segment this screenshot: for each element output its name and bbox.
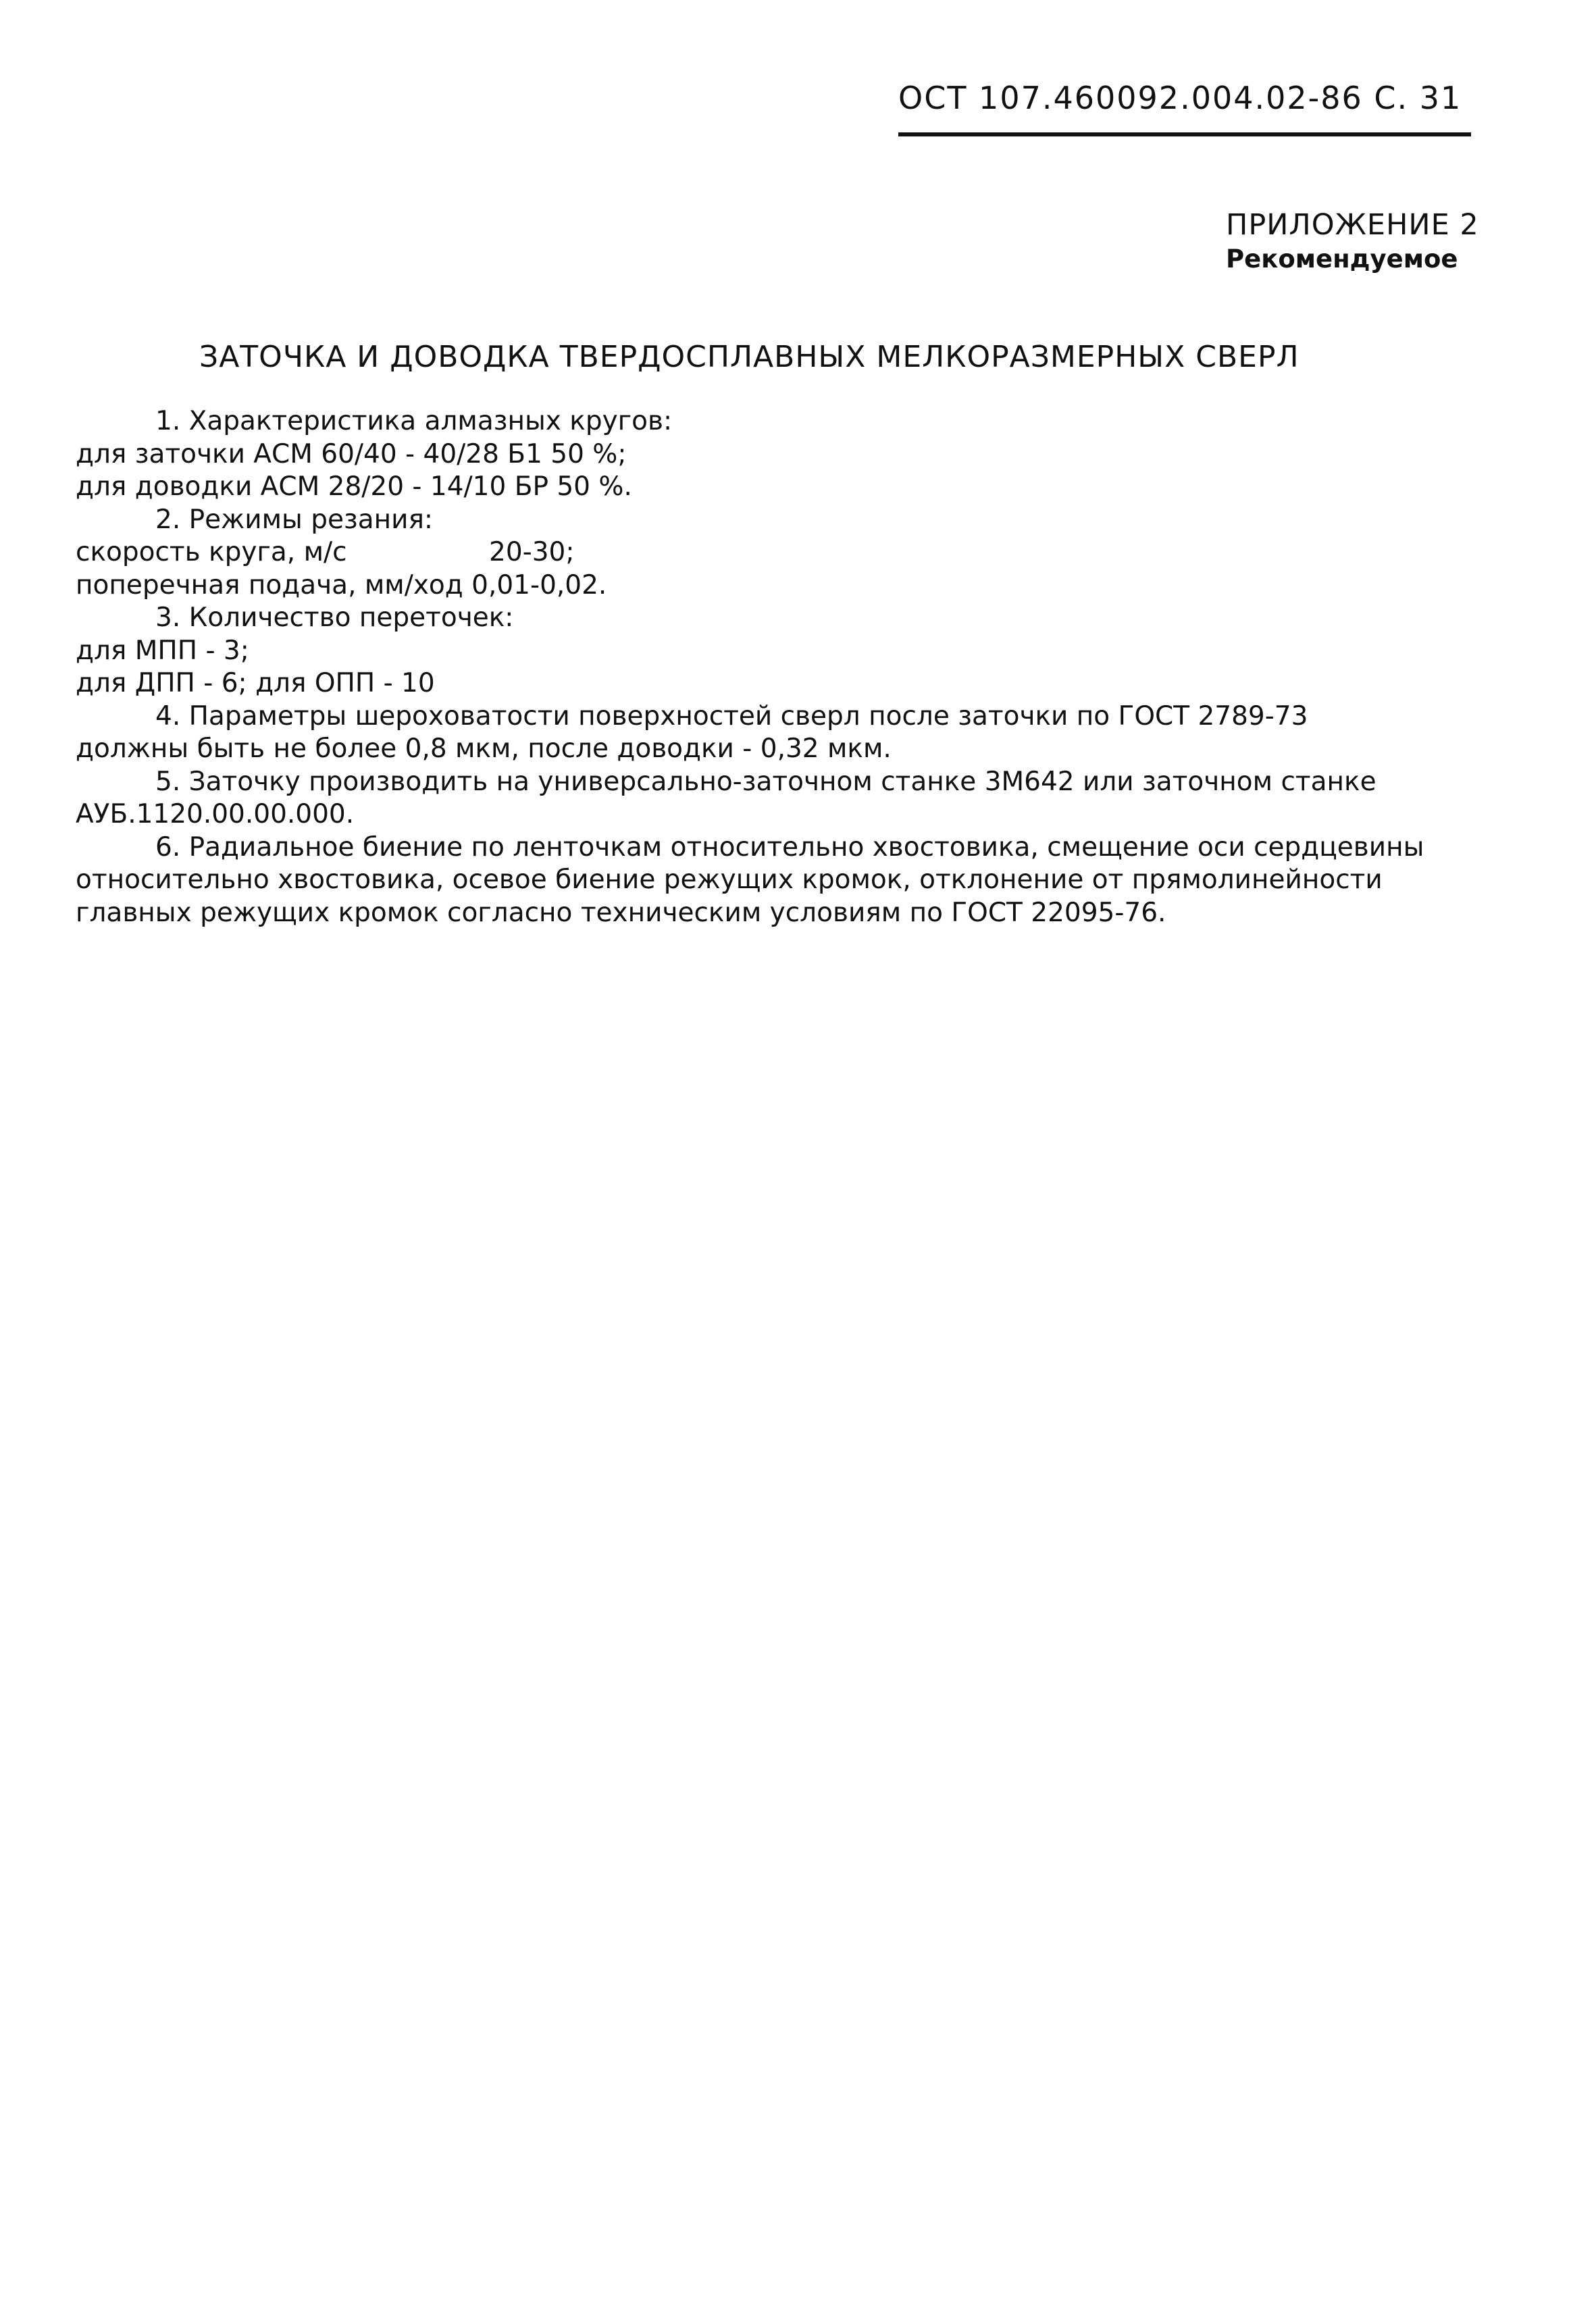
speed-value: 20-30; — [489, 537, 575, 567]
header-rule — [898, 132, 1471, 136]
section-3-heading: 3. Количество переточек: — [155, 602, 514, 633]
appendix-status: Рекомендуемое — [1226, 245, 1458, 274]
section-6-line-2: относительно хвостовика, осевое биение режущих кромок, отклонение от прямолинейности — [76, 865, 1383, 895]
section-6-line-1: 6. Радиальное биение по ленточкам относительно хвостовика, смещение оси сердцевины — [155, 831, 1424, 863]
section-3-line-1: для МПП - 3; — [76, 635, 249, 666]
section-5-line-2: АУБ.1120.00.00.000. — [76, 799, 355, 829]
speed-label: скорость круга, м/с — [76, 537, 347, 567]
appendix-label: ПРИЛОЖЕНИЕ 2 — [1226, 208, 1479, 242]
document-body — [76, 405, 1481, 929]
section-4-line-1: 4. Параметры шероховатости поверхностей сверл после заточки по ГОСТ 2789-73 — [155, 700, 1308, 731]
section-1-line-1: для заточки АСМ 60/40 - 40/28 Б1 50 %; — [76, 438, 627, 469]
feed-value: 0,01-0,02. — [471, 569, 607, 600]
document-designation: ОСТ 107.460092.004.02-86 С. 31 — [898, 80, 1462, 116]
section-6-line-3: главных режущих кромок согласно техническим условиям по ГОСТ 22095-76. — [76, 897, 1166, 928]
document-title: ЗАТОЧКА И ДОВОДКА ТВЕРДОСПЛАВНЫХ МЕЛКОРАЗМЕРНЫХ СВЕРЛ — [199, 340, 1299, 374]
section-1-heading: 1. Характеристика алмазных кругов: — [155, 406, 673, 436]
section-3-line-2: для ДПП - 6; для ОПП - 10 — [76, 668, 435, 698]
feed-label: поперечная подача, мм/ход — [76, 569, 463, 600]
section-2-feed-row — [76, 569, 1481, 602]
section-1-line-2: для доводки АСМ 28/20 - 14/10 БР 50 %. — [76, 471, 632, 502]
section-5-line-1: 5. Заточку производить на универсально-заточном станке 3М642 или заточном станке — [155, 766, 1376, 797]
section-2-speed-row — [76, 536, 1481, 569]
section-2-heading: 2. Режимы резания: — [155, 504, 434, 535]
section-4-line-2: должны быть не более 0,8 мкм, после доводки - 0,32 мкм. — [76, 734, 892, 764]
